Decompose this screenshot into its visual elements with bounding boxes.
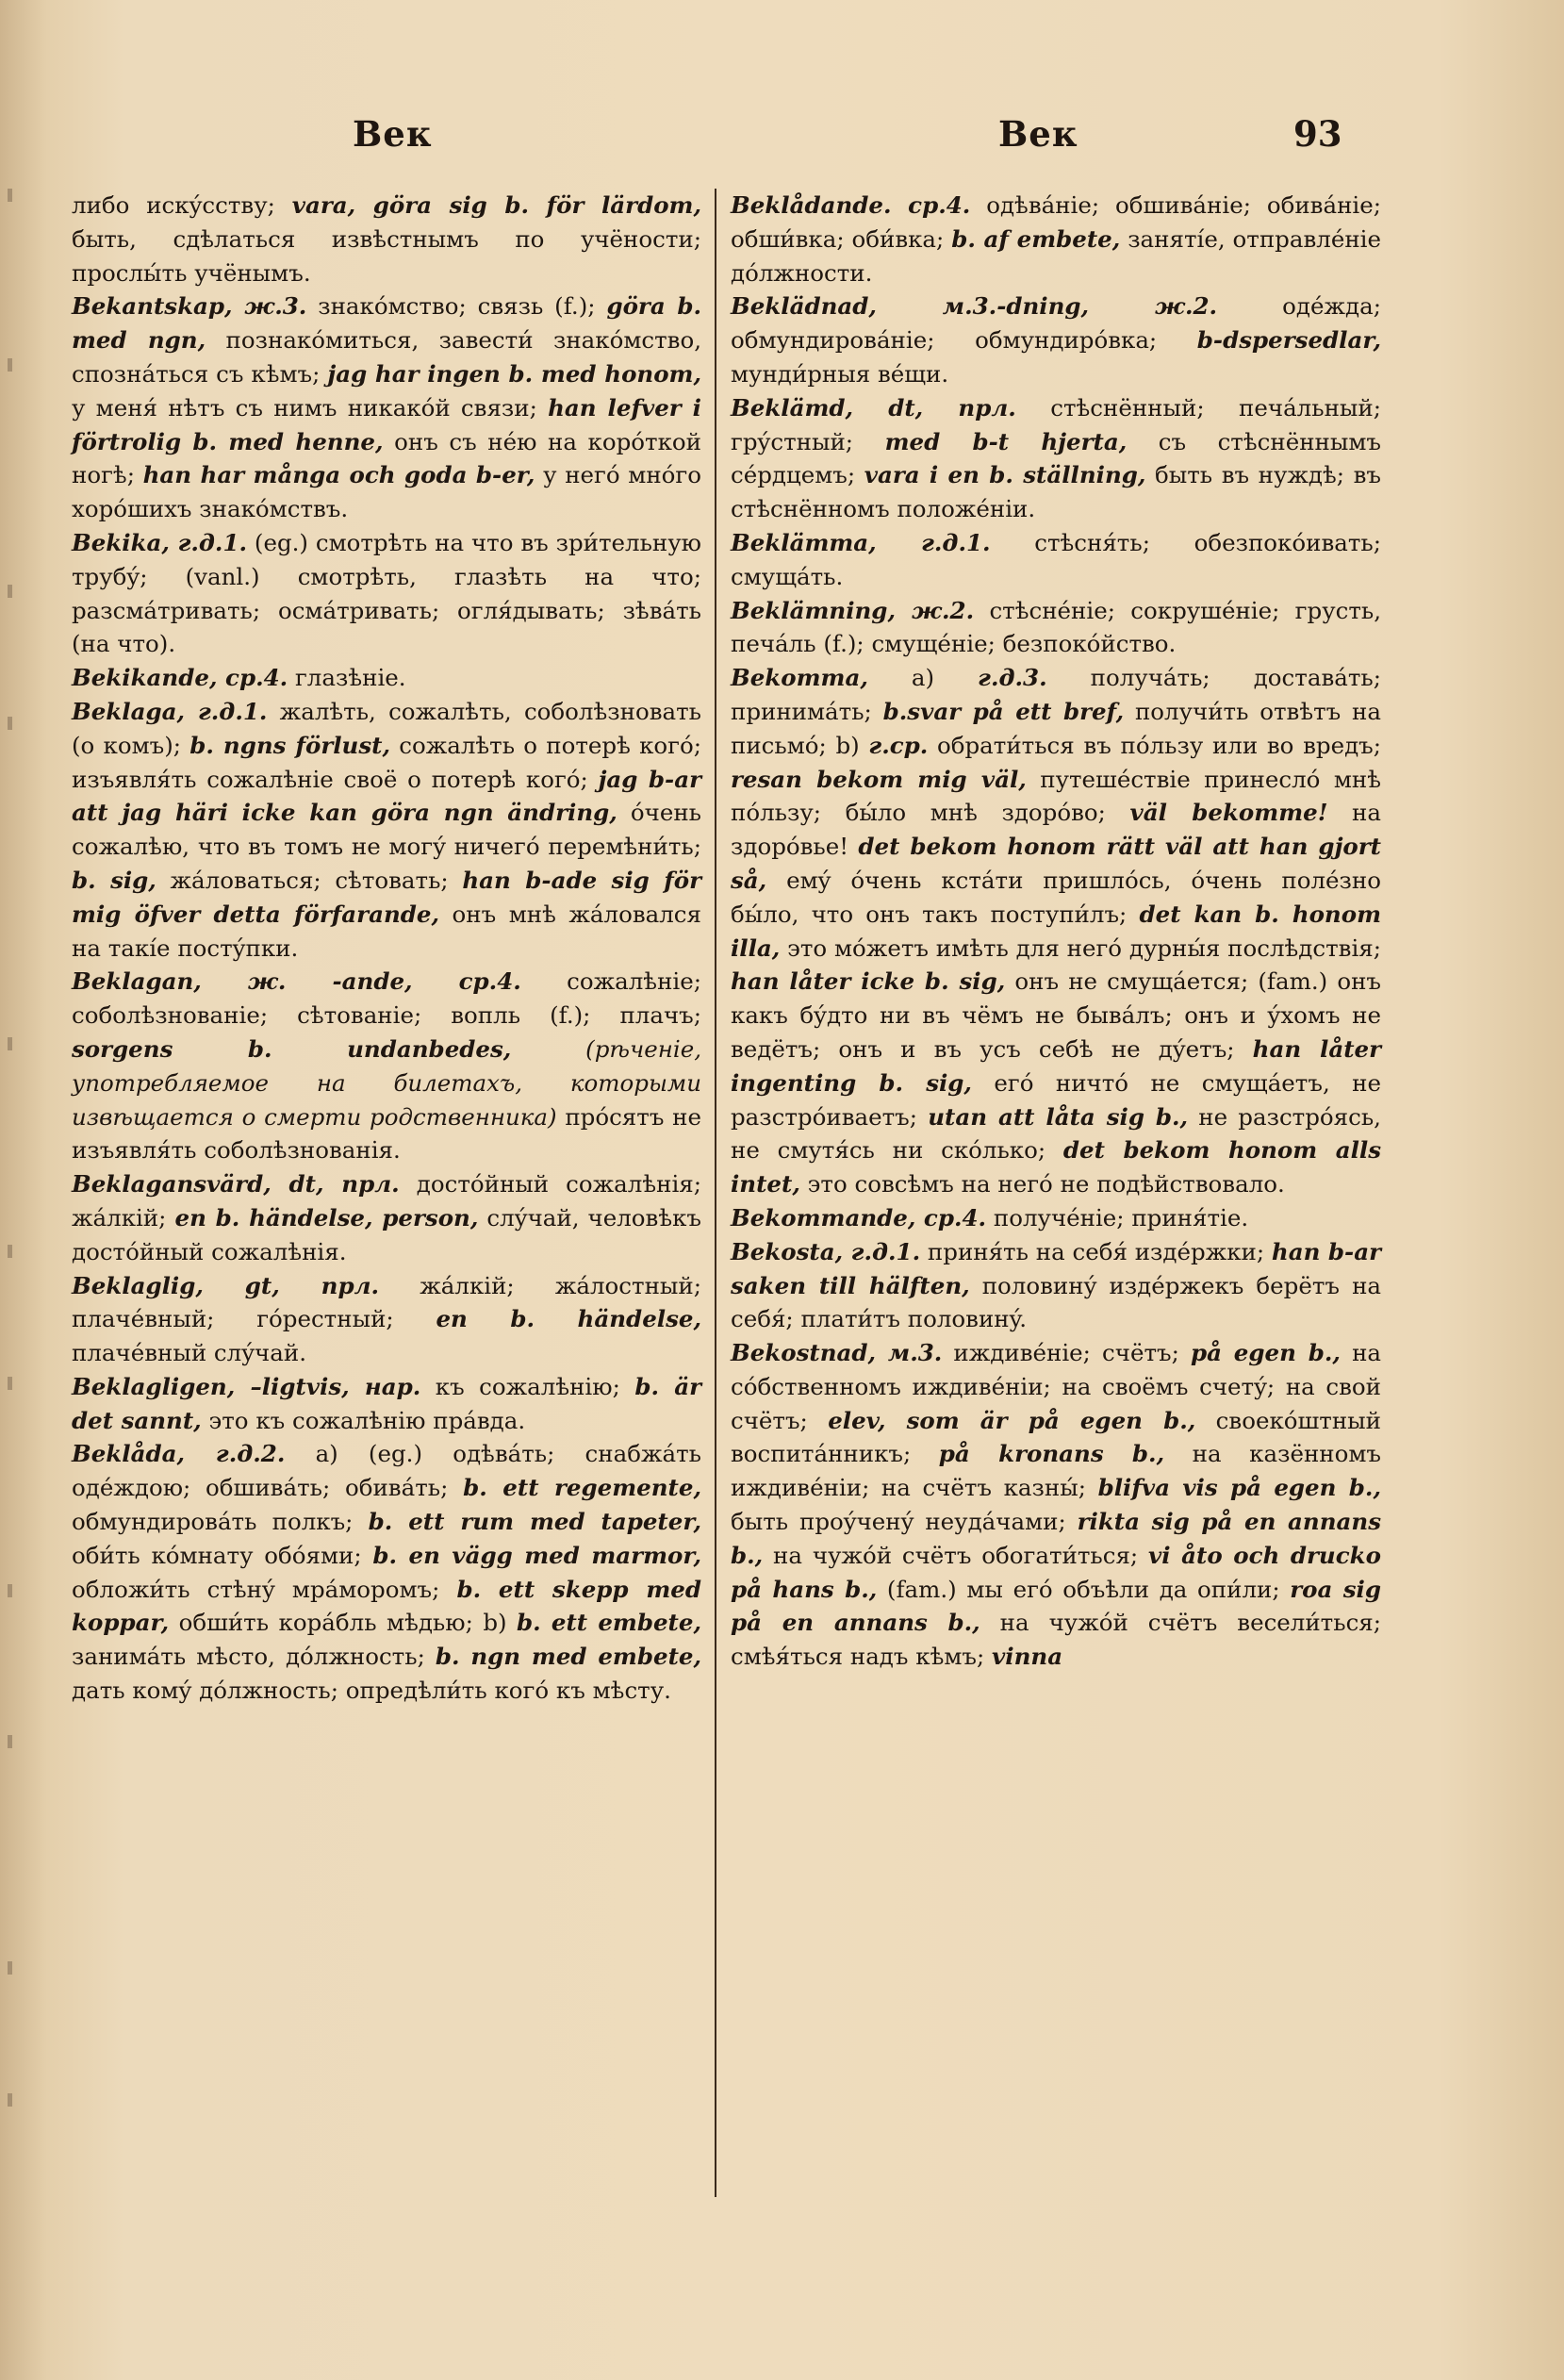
russian-translation: обши́ть корáбль мѣдью; b) bbox=[169, 1609, 518, 1637]
dictionary-entry bbox=[72, 189, 701, 289]
swedish-example: vara i en b. ställning, bbox=[864, 461, 1146, 489]
headword: Bekostnad, bbox=[731, 1339, 877, 1367]
headword: Beklåda, bbox=[72, 1440, 185, 1468]
russian-translation: обмундировáть полкъ; bbox=[72, 1508, 369, 1536]
russian-translation: быть проýченý неудáчами; bbox=[731, 1508, 1078, 1536]
swedish-example: b. ett regemente, bbox=[463, 1474, 701, 1502]
swedish-example: roa sig på en annans b., bbox=[731, 1575, 1381, 1637]
dictionary-entry bbox=[731, 1235, 1381, 1336]
russian-translation: у негó мнóго хорóшихъ знакóмствъ. bbox=[72, 461, 701, 523]
russian-translation: къ сожалѣнію; bbox=[420, 1372, 635, 1400]
grammar-label: г.ср. bbox=[868, 731, 929, 759]
russian-translation: обрати́ться въ пóльзу или во вредъ; bbox=[928, 731, 1381, 759]
grammar-label: ж.3. bbox=[232, 292, 307, 321]
dictionary-entry bbox=[731, 289, 1381, 390]
swedish-example: b. af embete, bbox=[951, 224, 1121, 253]
dictionary-entry bbox=[731, 661, 1381, 1201]
russian-translation: на чужóй счётъ обогати́ться; bbox=[763, 1541, 1149, 1569]
russian-translation: (fam.) мы егó объѣли да опи́ли; bbox=[877, 1575, 1291, 1603]
russian-translation: съ стѣснённымъ сéрдцемъ; bbox=[731, 427, 1381, 489]
russian-translation: путешéствіе принеслó мнѣ пóльзу; бы́ло мнѣ здорóво; bbox=[731, 765, 1381, 827]
russian-translation: получéніе; приня́тіе. bbox=[986, 1203, 1249, 1231]
running-head-right: Век bbox=[998, 113, 1078, 155]
swedish-example: vi åto och drucko på hans b., bbox=[731, 1541, 1381, 1603]
right-column bbox=[731, 189, 1381, 1674]
swedish-example: b-dspersedlar, bbox=[1196, 326, 1381, 355]
dictionary-entry bbox=[72, 1167, 701, 1268]
headword: Bekikande, bbox=[72, 664, 218, 692]
dictionary-entry bbox=[72, 661, 701, 695]
russian-translation: на здорóвье! bbox=[731, 799, 1381, 861]
headword: Beklämd, bbox=[731, 393, 854, 421]
swedish-example: vara, göra sig b. för lärdom, bbox=[291, 191, 701, 219]
dictionary-entry bbox=[72, 526, 701, 661]
headword: Beklagligen, bbox=[72, 1372, 236, 1400]
headword: Beklämma, bbox=[731, 528, 877, 556]
swedish-example: det bekom honom alls intet, bbox=[731, 1136, 1381, 1198]
russian-translation: емý óчень кстáти пришлóсь, óчень полéзно бы́ло, что онъ такъ поступи́лъ; bbox=[731, 866, 1381, 928]
russian-translation: оби́ть кóмнату обóями; bbox=[72, 1541, 373, 1569]
dictionary-entry bbox=[72, 1269, 701, 1370]
russian-translation: стѣснéніе; сокрушéніе; грусть, печáль (f.); смущéніе; безпокóйство. bbox=[731, 596, 1382, 658]
russian-translation: половинý издéржекъ берётъ на себя́; плати́тъ половинý. bbox=[731, 1271, 1381, 1333]
grammar-label: ж.2. bbox=[895, 596, 975, 624]
swedish-example: b. en vägg med marmor, bbox=[372, 1541, 701, 1569]
swedish-example: det kan b. honom illa, bbox=[731, 900, 1381, 962]
swedish-example: med b-t hjerta, bbox=[884, 427, 1128, 455]
swedish-example: han b-ar saken till hälften, bbox=[731, 1237, 1382, 1299]
swedish-example: han låter icke b. sig, bbox=[731, 967, 1006, 996]
swedish-example: b. är det sannt, bbox=[72, 1372, 701, 1434]
russian-translation: жáлкій; жáлостный; плачéвный; гóрестный; bbox=[72, 1271, 701, 1333]
swedish-example: rikta sig på en annans b., bbox=[731, 1508, 1382, 1569]
russian-translation: на чужóй счётъ весели́ться; смѣя́ться надъ кѣмъ; bbox=[731, 1609, 1382, 1671]
russian-translation: на казённомъ иждивéніи; на счётъ казны́; bbox=[731, 1440, 1381, 1502]
grammar-label: dt, прл. bbox=[271, 1170, 400, 1198]
russian-translation: у меня́ нѣтъ съ нимъ никакóй связи; bbox=[72, 393, 549, 421]
russian-translation: получáть; доставáть; принимáть; bbox=[731, 664, 1381, 725]
russian-translation: жáловаться; сѣтовать; bbox=[156, 866, 463, 894]
russian-translation: сожалѣніе; соболѣзнованіе; сѣтованіе; вопль (f.); плачъ; bbox=[72, 967, 701, 1030]
swedish-example: b. ett rum med tapeter, bbox=[368, 1508, 701, 1536]
dictionary-entry bbox=[731, 526, 1381, 594]
headword: Bekantskap, bbox=[72, 292, 233, 321]
swedish-example: jag har ingen b. med honom, bbox=[327, 359, 702, 388]
swedish-example: en b. händelse, person, bbox=[174, 1203, 479, 1231]
column-divider bbox=[715, 189, 716, 2197]
russian-translation: достóйный сожалѣнія; жáлкій; bbox=[72, 1170, 701, 1231]
swedish-example: på kronans b., bbox=[938, 1440, 1165, 1468]
swedish-example: en b. händelse, bbox=[436, 1305, 701, 1333]
russian-translation: слýчай, человѣкъ достóйный сожалѣнія. bbox=[72, 1203, 701, 1265]
dictionary-entry bbox=[72, 289, 701, 526]
grammar-label: dt, прл. bbox=[853, 393, 1016, 421]
russian-translation: одéжда; обмундировáніе; обмундирóвка; bbox=[731, 292, 1382, 355]
russian-translation: не разстрóясь, не смутя́сь ни скóлько; bbox=[731, 1102, 1381, 1165]
swedish-example: b.svar på ett bref, bbox=[882, 697, 1125, 725]
headword: Beklaglig, bbox=[72, 1271, 204, 1299]
swedish-example: väl bekomme! bbox=[1129, 799, 1328, 827]
swedish-example: göra b. med ngn, bbox=[72, 292, 701, 355]
headword: Beklagansvärd, bbox=[72, 1170, 272, 1198]
dictionary-entry bbox=[72, 1437, 701, 1707]
russian-translation: прóсятъ не изъявля́ть соболѣзнованія. bbox=[72, 1102, 701, 1165]
dictionary-entry bbox=[72, 1370, 701, 1438]
grammar-label: г.д.1. bbox=[185, 697, 268, 725]
grammar-label: ср.4. bbox=[915, 1203, 987, 1231]
russian-translation: одѣвáніе; обшивáніе; обивáніе; обши́вка; оби́вка; bbox=[731, 191, 1381, 253]
russian-translation: онъ мнѣ жáловался на такíе постýпки. bbox=[72, 900, 701, 962]
russian-translation: занимáть мѣсто, дóлжность; bbox=[72, 1643, 436, 1671]
swedish-example: b. ett skepp med koppar, bbox=[72, 1575, 701, 1637]
headword: Beklämning, bbox=[731, 596, 896, 624]
headword: Bekika, bbox=[72, 528, 170, 556]
swedish-example: b. ngns förlust, bbox=[189, 731, 390, 759]
headword: Beklaga, bbox=[72, 697, 185, 725]
swedish-example: elev, som är på egen b., bbox=[828, 1406, 1196, 1434]
grammar-label: м.3. bbox=[876, 1339, 943, 1367]
headword: Beklådande. bbox=[731, 191, 892, 219]
russian-translation: быть, сдѣлаться извѣстнымъ по учёности; прослы́ть учёнымъ. bbox=[72, 224, 701, 287]
grammar-label: г.д.1. bbox=[876, 528, 991, 556]
headword: Bekosta, bbox=[731, 1237, 844, 1265]
grammar-label: ср.4. bbox=[891, 191, 971, 219]
grammar-label: ср.4. bbox=[217, 664, 288, 692]
swedish-example: sorgens b. undanbedes, bbox=[72, 1034, 512, 1063]
swedish-example: b. sig, bbox=[72, 866, 156, 894]
grammar-label: г.д.2. bbox=[185, 1440, 286, 1468]
russian-translation: это совсѣмъ на негó не подѣйствовало. bbox=[799, 1170, 1285, 1198]
russian-translation: óчень сожалѣю, что въ томъ не могý ничегó перемѣни́ть; bbox=[72, 799, 701, 861]
russian-translation: (eg.) смотрѣть на что въ зри́тельную трубý; (vanl.) смотрѣть, глазѣть на что; разсмáтривать; осмáтривать; огля́дывать; зѣвáть (на что). bbox=[72, 528, 701, 658]
russian-translation: плачéвный слýчай. bbox=[72, 1339, 306, 1367]
page-edge-marks bbox=[8, 189, 17, 2263]
grammar-label: г.д.1. bbox=[843, 1237, 921, 1265]
swedish-example: han låter ingenting b. sig, bbox=[731, 1034, 1382, 1097]
page-header bbox=[0, 113, 1564, 189]
grammar-label: –ligtvis, нар. bbox=[235, 1372, 421, 1400]
swedish-example: på egen b., bbox=[1190, 1339, 1341, 1367]
russian-translation: обложи́ть стѣнý мрáморомъ; bbox=[72, 1575, 457, 1603]
russian-translation: приня́ть на себя́ издéржки; bbox=[920, 1237, 1272, 1265]
swedish-example: det bekom honom rätt väl att han gjort så, bbox=[731, 833, 1381, 894]
russian-translation: знакóмство; связь (f.); bbox=[306, 292, 607, 321]
russian-translation: познакóмиться, завести́ знакóмство, спознáться съ кѣмъ; bbox=[72, 326, 701, 388]
headword: Beklagan, bbox=[72, 967, 202, 996]
grammar-label: ж. -ande, ср.4. bbox=[201, 967, 521, 996]
swedish-example: resan bekom mig väl, bbox=[731, 765, 1027, 793]
russian-translation: это къ сожалѣнію прáвда. bbox=[201, 1406, 526, 1434]
russian-translation: a) (eg.) одѣвáть; снабжáть одéждою; обшивáть; обивáть; bbox=[72, 1440, 701, 1502]
left-column bbox=[72, 189, 701, 1708]
swedish-example: han har många och goda b-er, bbox=[142, 461, 535, 489]
russian-translation: стѣснённый; печáльный; грýстный; bbox=[731, 393, 1381, 455]
russian-translation: сожалѣть о потерѣ когó; изъявля́ть сожалѣніе своё о потерѣ когó; bbox=[72, 731, 701, 793]
swedish-example: vinna bbox=[992, 1643, 1063, 1671]
russian-translation: жалѣть, сожалѣть, соболѣзновать (о комъ); bbox=[72, 697, 701, 759]
headword: Bekomma, bbox=[731, 664, 868, 692]
headword: Beklädnad, bbox=[731, 292, 877, 321]
swedish-example: han b-ade sig för mig öfver detta förfarande, bbox=[72, 866, 701, 928]
russian-translation: получи́ть отвѣтъ на письмó; b) bbox=[731, 697, 1381, 759]
running-head-left: Век bbox=[353, 113, 433, 155]
russian-translation: своекóштный воспитáнникъ; bbox=[731, 1406, 1382, 1468]
russian-translation: дать комý дóлжность; опредѣли́ть когó къ мѣсту. bbox=[72, 1677, 671, 1705]
grammar-label: г.д.3. bbox=[978, 664, 1047, 692]
russian-translation: глазѣніе. bbox=[288, 664, 406, 692]
swedish-example: han lefver i förtrolig b. med henne, bbox=[72, 393, 701, 455]
grammar-label: г.д.1. bbox=[169, 528, 248, 556]
russian-translation: быть въ нуждѣ; въ стѣснённомъ положéніи. bbox=[731, 461, 1381, 523]
russian-translation: онъ съ нéю на корóткой ногѣ; bbox=[72, 427, 702, 489]
dictionary-entry bbox=[72, 965, 701, 1167]
russian-translation: (рѣченіе, употребляемое на билетахъ, которыми извѣщается о смерти родственника) bbox=[72, 1034, 701, 1131]
russian-translation: на сóбственномъ иждивéніи; на своёмъ счетý; на свой счётъ; bbox=[731, 1339, 1382, 1434]
russian-translation: онъ не смущáется; (fam.) онъ какъ бýдто ни въ чёмъ не бывáлъ; онъ и ýхомъ не ведётъ; онъ и въ усъ себѣ не дýетъ; bbox=[731, 967, 1381, 1063]
russian-translation: a) bbox=[867, 664, 979, 692]
swedish-example: jag b-ar att jag häri icke kan göra ngn ändring, bbox=[72, 765, 702, 827]
dictionary-entry bbox=[731, 391, 1381, 526]
dictionary-entry bbox=[731, 189, 1381, 289]
headword: Bekommande, bbox=[731, 1203, 916, 1231]
dictionary-entry bbox=[72, 695, 701, 965]
russian-translation: занятíе, отправлéніе дóлжности. bbox=[731, 224, 1381, 287]
page-number: 93 bbox=[1293, 113, 1342, 155]
russian-translation: либо искýсству; bbox=[72, 191, 292, 219]
russian-translation: егó ничтó не смущáетъ, не разстрóиваетъ; bbox=[731, 1068, 1381, 1131]
dictionary-entry bbox=[731, 1336, 1381, 1674]
swedish-example: b. ett embete, bbox=[517, 1609, 701, 1637]
swedish-example: utan att låta sig b., bbox=[928, 1102, 1189, 1131]
russian-translation: стѣсня́ть; обезпокóивать; смущáть. bbox=[731, 528, 1381, 590]
russian-translation: иждивéніе; счётъ; bbox=[942, 1339, 1191, 1367]
russian-translation: мунди́рныя вéщи. bbox=[731, 359, 949, 388]
swedish-example: b. ngn med embete, bbox=[435, 1643, 702, 1671]
grammar-label: м.3.-dning, ж.2. bbox=[876, 292, 1218, 321]
dictionary-entry bbox=[731, 1201, 1381, 1235]
russian-translation: это мóжетъ имѣть для негó дурны́я послѣдствія; bbox=[780, 934, 1381, 962]
grammar-label: gt, прл. bbox=[203, 1271, 380, 1299]
swedish-example: blifva vis på egen b., bbox=[1097, 1474, 1381, 1502]
dictionary-entry bbox=[731, 594, 1381, 662]
